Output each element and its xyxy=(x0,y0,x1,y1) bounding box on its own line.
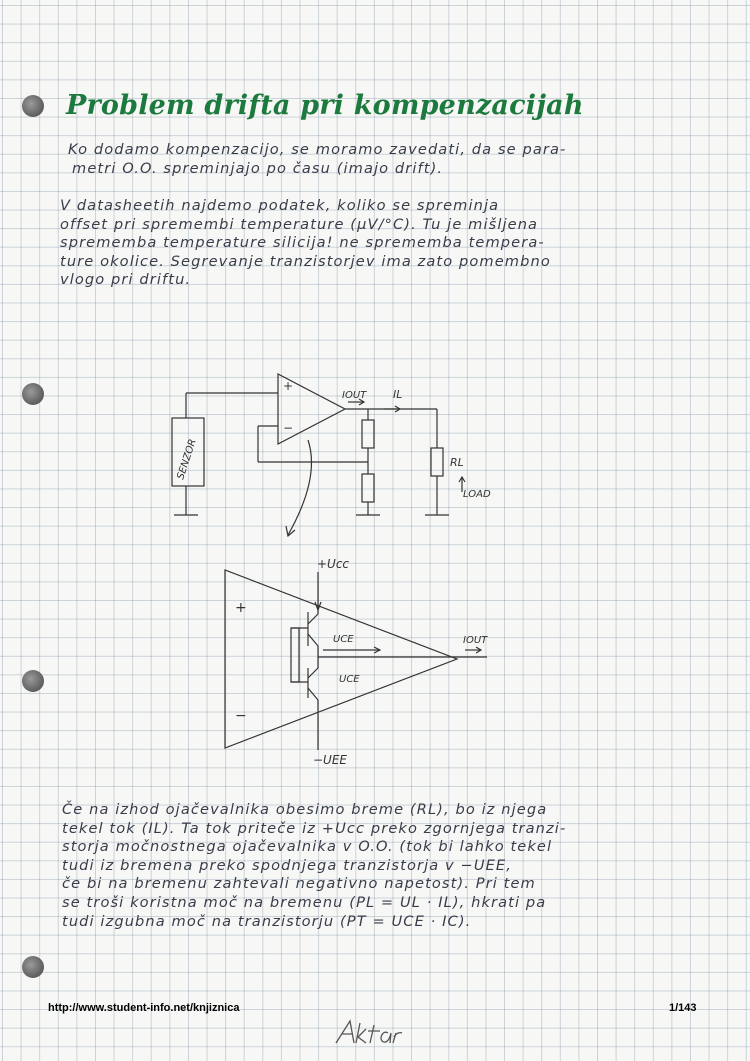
load-label: LOAD xyxy=(463,489,491,500)
text-line: sprememba temperature silicija! ne sprememba tempera- xyxy=(60,234,545,252)
uce-top-label: UCE xyxy=(333,634,354,645)
uce-bottom-label: UCE xyxy=(339,674,360,685)
page-number: 1/143 xyxy=(669,1002,697,1014)
minus-sign: − xyxy=(283,421,294,435)
text-line: tekel tok (IL). Ta tok priteče iz +Ucc preko zgornjega tranzi- xyxy=(62,819,567,837)
text-line: ture okolice. Segrevanje tranzistorjev ima zato pomembno xyxy=(60,252,551,270)
iout-label: IOUT xyxy=(463,635,488,646)
text-line: Ko dodamo kompenzacijo, se moramo zavedati, da se para- xyxy=(68,141,567,158)
plus-sign: + xyxy=(283,379,294,393)
text-line: Če na izhod ojačevalnika obesimo breme (RL), bo iz njega xyxy=(62,801,548,818)
iout-label: IOUT xyxy=(342,390,367,401)
text-line: V datasheetih najdemo podatek, koliko se spreminja xyxy=(60,197,500,214)
opamp-sensor-circuit xyxy=(150,360,530,550)
page-title: Problem drifta pri kompenzacijah xyxy=(66,90,584,121)
rl-label: RL xyxy=(450,456,464,469)
aktar-logo xyxy=(330,1015,410,1049)
text-line: offset pri spremembi temperature (μV/°C). Tu je mišljena xyxy=(60,215,539,233)
minus-sign: − xyxy=(235,708,247,724)
resistor-r1 xyxy=(362,420,374,448)
binder-hole xyxy=(22,95,44,117)
opamp-output-stage xyxy=(205,550,505,775)
text-line: se troši koristna moč na bremenu (PL = UL · IL), hkrati pa xyxy=(62,893,547,911)
vee-label: −UEE xyxy=(313,753,348,767)
binder-hole xyxy=(22,956,44,978)
text-line: vlogo pri driftu. xyxy=(60,271,192,289)
sensor-label: SENZOR xyxy=(175,437,199,481)
binder-hole xyxy=(22,670,44,692)
binder-hole xyxy=(22,383,44,405)
resistor-r2 xyxy=(362,474,374,502)
zoom-arrow xyxy=(288,440,311,535)
paragraph-datasheet xyxy=(60,197,551,290)
footer-url: http://www.student-info.net/knjiznica xyxy=(48,1002,240,1014)
text-line: storja močnostnega ojačevalnika v O.O. (tok bi lahko tekel xyxy=(62,838,553,856)
vcc-label: +Ucc xyxy=(317,557,350,571)
text-line: metri O.O. spreminjajo po času (imajo drift). xyxy=(72,159,444,177)
text-line: tudi izgubna moč na tranzistorju (PT = UCE · IC). xyxy=(62,912,472,930)
paragraph-compensation xyxy=(68,141,566,178)
text-line: tudi iz bremena preko spodnjega tranzistorja v −UEE, xyxy=(62,856,512,874)
text-line: če bi na bremenu zahtevali negativno napetost). Pri tem xyxy=(62,875,536,893)
paragraph-load-power xyxy=(62,801,566,931)
resistor-rl xyxy=(431,448,443,476)
plus-sign: + xyxy=(235,600,247,616)
opamp-large-triangle xyxy=(225,570,457,748)
il-label: IL xyxy=(393,388,403,401)
